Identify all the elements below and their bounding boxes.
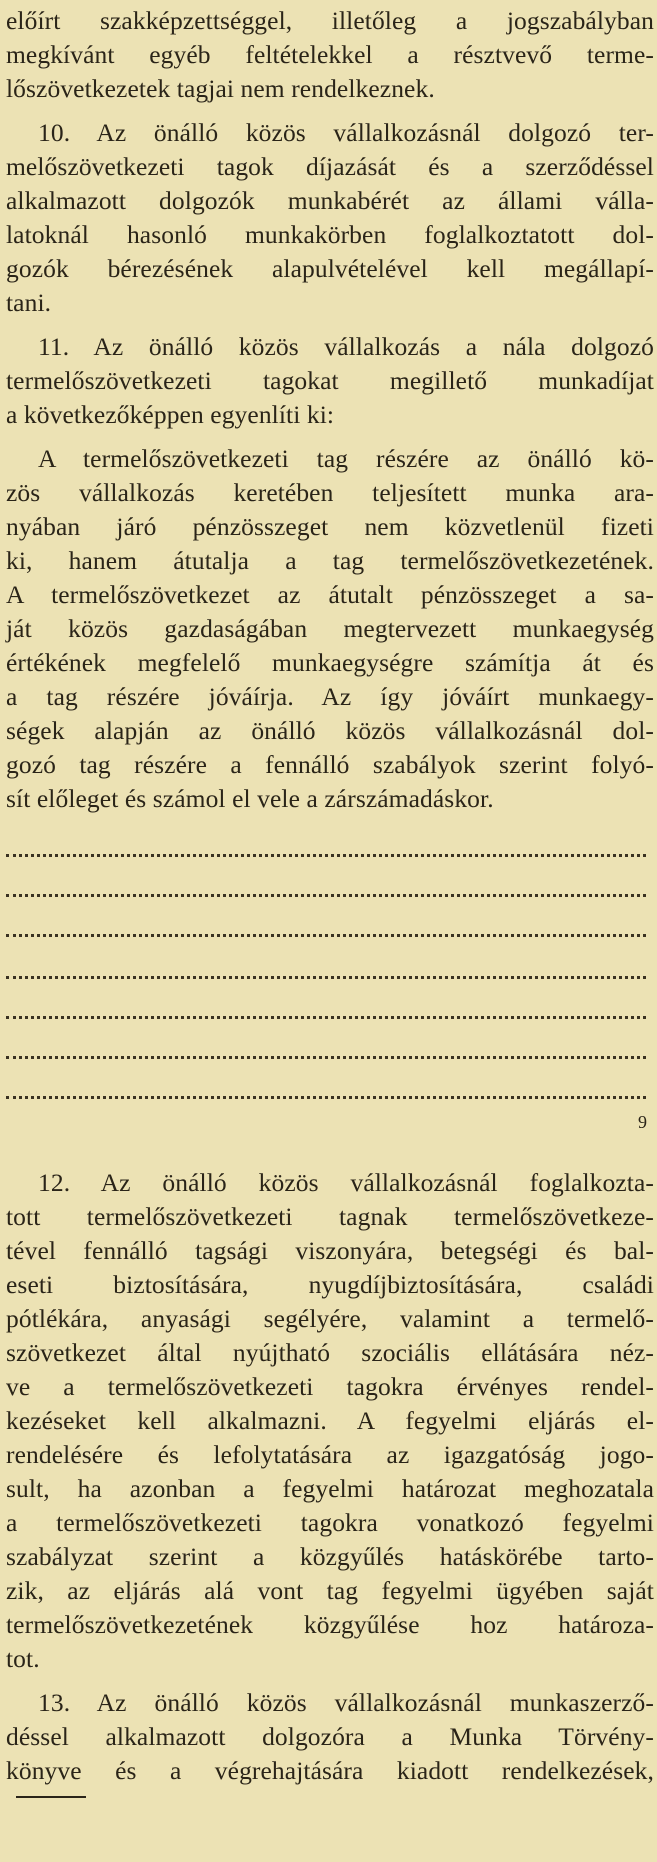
dotted-omission-line [6, 930, 646, 937]
paragraph-13-line: 13. Az önálló közös vállalkozásnál munkaszerző- [38, 1688, 654, 1717]
paragraph-10-line: tani. [6, 288, 52, 317]
paragraph-12-line: zik, az eljárás alá vont tag fegyelmi ügyében saját [6, 1576, 654, 1605]
body-line: megkívánt egyéb feltételekkel a résztvevő terme- [6, 40, 654, 69]
footnote-reference: 9 [638, 1112, 647, 1132]
paragraph-13-line: déssel alkalmazott dolgozóra a Munka Törvény- [6, 1722, 654, 1751]
paragraph-12-line: rendelésére és lefolytatására az igazgatóság jogo- [6, 1440, 654, 1469]
paragraph-12-line: szabályzat szerint a közgyűlés hatáskörébe tarto- [6, 1542, 654, 1571]
dotted-omission-line [6, 1012, 646, 1019]
paragraph-12-line: a termelőszövetkezeti tagokra vonatkozó fegyelmi [6, 1508, 654, 1537]
paragraph-11-line: ségek alapján az önálló közös vállalkozásnál dol- [6, 716, 654, 745]
paragraph-11-line: ját közös gazdaságában megtervezett munkaegység [6, 614, 654, 643]
paragraph-10-line: melőszövetkezeti tagok díjazását és a szerződéssel [6, 152, 654, 181]
dotted-omission-line [6, 972, 646, 979]
paragraph-12-line: tott termelőszövetkezeti tagnak termelőszövetkeze- [6, 1202, 654, 1231]
paragraph-12-line: pótlékára, anyasági segélyére, valamint a termelő- [6, 1304, 654, 1333]
dotted-omission-line [6, 1092, 646, 1099]
dotted-omission-line [6, 850, 646, 857]
paragraph-12-line: ve a termelőszövetkezeti tagokra érvényes rendel- [6, 1372, 654, 1401]
paragraph-11-line: termelőszövetkezeti tagokat megillető munkadíjat [6, 366, 654, 395]
paragraph-10-line: gozók bérezésének alapulvételével kell megállapí- [6, 254, 654, 283]
paragraph-11-line: értékének megfelelő munkaegységre számítja át és [6, 648, 654, 677]
paragraph-12-line: tot. [6, 1644, 40, 1673]
paragraph-11-line: nyában járó pénzösszeget nem közvetlenül fizeti [6, 512, 654, 541]
paragraph-11-line: A termelőszövetkezeti tag részére az önálló kö- [38, 444, 654, 473]
paragraph-12-line: szövetkezet által nyújtható szociális ellátására néz- [6, 1338, 654, 1367]
paragraph-10-line: latoknál hasonló munkakörben foglalkoztatott dol- [6, 220, 654, 249]
paragraph-10-line: alkalmazott dolgozók munkabérét az állami válla- [6, 186, 654, 215]
paragraph-12-line: eseti biztosítására, nyugdíjbiztosítására, családi [6, 1270, 654, 1299]
dotted-omission-line [6, 890, 646, 897]
paragraph-13-line: könyve és a végrehajtására kiadott rendelkezések, [6, 1756, 654, 1785]
paragraph-11-line: 11. Az önálló közös vállalkozás a nála dolgozó [38, 332, 654, 361]
paragraph-12-line: 12. Az önálló közös vállalkozásnál foglalkozta- [38, 1168, 654, 1197]
body-line: előírt szakképzettséggel, illetőleg a jogszabályban [6, 6, 654, 35]
paragraph-12-line: tével fennálló tagsági viszonyára, betegségi és bal- [6, 1236, 654, 1265]
paragraph-11-line: sít előleget és számol el vele a zárszámadáskor. [6, 784, 494, 813]
paragraph-11-line: a tag részére jóváírja. Az így jóváírt munkaegy- [6, 682, 654, 711]
paragraph-11-line: gozó tag részére a fennálló szabályok szerint folyó- [6, 750, 654, 779]
body-line: lőszövetkezetek tagjai nem rendelkeznek. [6, 74, 435, 103]
paragraph-11-line: a következőképpen egyenlíti ki: [6, 400, 335, 429]
paragraph-12-line: kezéseket kell alkalmazni. A fegyelmi eljárás el- [6, 1406, 654, 1435]
paragraph-10-line: 10. Az önálló közös vállalkozásnál dolgozó ter- [38, 118, 654, 147]
paragraph-12-line: sult, ha azonban a fegyelmi határozat meghozatala [6, 1474, 654, 1503]
paragraph-11-line: ki, hanem átutalja a tag termelőszövetkezetének. [6, 546, 654, 575]
paragraph-11-line: zös vállalkozás keretében teljesített munka ara- [6, 478, 654, 507]
paragraph-11-line: A termelőszövetkezet az átutalt pénzösszeget a sa- [6, 580, 654, 609]
paragraph-12-line: termelőszövetkezetének közgyűlése hoz határoza- [6, 1610, 654, 1639]
dotted-omission-line [6, 1052, 646, 1059]
